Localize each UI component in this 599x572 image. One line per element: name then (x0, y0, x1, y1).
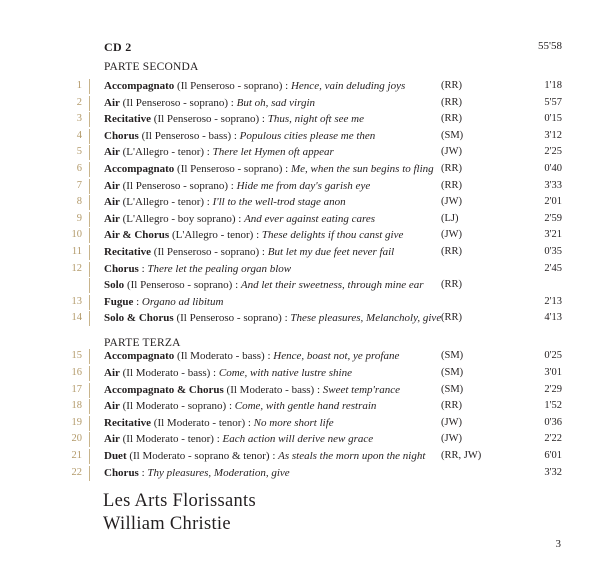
track-row (60, 415, 562, 432)
track-performer-initials: (SM) (441, 350, 464, 362)
cd-title: CD 2 (104, 40, 132, 54)
track-description (104, 294, 223, 311)
track-number: 4 (76, 129, 82, 141)
conductor-name: William Christie (103, 514, 231, 534)
track-row (60, 294, 562, 311)
track-divider (89, 162, 90, 177)
track-description (104, 448, 425, 465)
track-description (104, 78, 405, 95)
track-role: (Il Penseroso - bass) : (138, 129, 240, 142)
track-performer-initials: (SM) (441, 129, 464, 141)
track-row (60, 194, 562, 211)
track-form: Air (104, 433, 120, 446)
track-divider (89, 432, 90, 447)
track-performer-initials: (LJ) (441, 212, 459, 224)
track-duration: 0'36 (544, 416, 562, 428)
track-role: (Il Penseroso - soprano) : (119, 179, 237, 192)
track-description (104, 415, 334, 432)
credits (103, 490, 256, 536)
track-role: (L'Allegro - tenor) : (119, 196, 213, 209)
cd-total-duration: 55'58 (538, 40, 562, 52)
track-divider (89, 311, 90, 326)
track-row (60, 465, 562, 482)
track-duration: 1'18 (544, 80, 562, 91)
cd-header (104, 40, 562, 56)
track-divider (89, 449, 90, 464)
track-form: Air (104, 400, 120, 413)
track-row (60, 178, 562, 195)
track-divider (89, 245, 90, 260)
track-duration: 2'29 (544, 383, 562, 395)
track-duration: 0'15 (544, 113, 562, 125)
track-words: No more short life (253, 416, 334, 429)
track-row (60, 277, 562, 294)
track-role: (Il Moderato - bass) : (223, 383, 323, 396)
track-row (60, 128, 562, 145)
track-number: 16 (71, 367, 82, 378)
track-role: (Il Penseroso - soprano) : (173, 312, 291, 325)
track-divider (89, 416, 90, 431)
track-number: 9 (76, 212, 82, 224)
track-role: (Il Moderato - bass) : (174, 350, 274, 363)
track-number: 10 (71, 229, 82, 241)
track-row (60, 95, 562, 112)
track-performer-initials: (RR) (441, 80, 462, 91)
track-form: Accompagnato (104, 163, 175, 175)
track-duration: 4'13 (544, 312, 562, 324)
track-words: Hence, vain deluding joys (290, 80, 406, 92)
track-form: Duet (104, 450, 127, 462)
track-row (60, 365, 562, 382)
track-role: (L'Allegro - tenor) : (169, 229, 262, 242)
track-role: (Il Moderato - bass) : (119, 367, 219, 379)
track-performer-initials: (RR) (441, 163, 462, 174)
ensemble-name: Les Arts Florissants (103, 491, 256, 511)
track-description (104, 382, 400, 399)
track-form: Recitative (104, 416, 152, 429)
track-number: 12 (71, 262, 82, 274)
track-words: But oh, sad virgin (236, 96, 316, 109)
track-row (60, 431, 562, 448)
track-description (104, 431, 373, 448)
track-role: (Il Moderato - tenor) : (119, 433, 223, 446)
track-duration: 5'57 (544, 96, 562, 108)
track-description (104, 465, 290, 482)
track-number: 2 (76, 96, 82, 108)
track-description (104, 194, 346, 211)
track-form: Air (104, 96, 120, 109)
track-duration: 3'33 (544, 179, 562, 191)
track-words: As steals the morn upon the night (278, 450, 426, 462)
track-row (60, 398, 562, 415)
track-words: And ever against eating cares (244, 212, 376, 225)
track-role: (Il Moderato - soprano & tenor) : (126, 450, 279, 462)
track-duration: 3'12 (544, 129, 562, 141)
track-divider (89, 295, 90, 310)
track-row (60, 382, 562, 399)
track-form: Fugue (104, 295, 134, 308)
track-duration: 3'32 (544, 466, 562, 478)
track-words: But let my due feet never fail (267, 246, 395, 258)
track-description (104, 348, 399, 365)
track-number: 21 (71, 450, 82, 461)
track-row (60, 261, 562, 278)
track-performer-initials: (RR, JW) (441, 450, 482, 461)
track-divider (89, 212, 90, 227)
track-number: 18 (71, 400, 82, 412)
track-form: Air (104, 212, 120, 225)
track-duration: 2'13 (544, 295, 562, 307)
track-performer-initials: (RR) (441, 400, 462, 412)
track-form: Chorus (104, 129, 139, 142)
track-divider (89, 145, 90, 160)
track-duration: 2'45 (544, 262, 562, 274)
track-divider (89, 79, 90, 94)
track-form: Air (104, 146, 120, 159)
track-number: 15 (71, 350, 82, 362)
track-form: Air (104, 196, 120, 209)
track-form: Recitative (104, 246, 152, 258)
track-performer-initials: (RR) (441, 279, 462, 291)
track-role: (Il Penseroso - soprano) : (124, 279, 241, 292)
track-role: (Il Penseroso - soprano) : (151, 113, 268, 126)
track-number: 20 (71, 433, 82, 445)
track-divider (89, 179, 90, 194)
track-duration: 2'22 (544, 433, 562, 445)
track-words: And let their sweetness, through mine ear (240, 279, 424, 292)
track-duration: 0'40 (544, 163, 562, 174)
track-form: Solo (104, 279, 125, 292)
track-number: 6 (76, 163, 82, 174)
track-duration: 0'35 (544, 246, 562, 257)
track-number: 5 (76, 146, 82, 158)
track-number: 17 (71, 383, 82, 395)
track-words: Populous cities please me then (239, 129, 376, 142)
track-divider (89, 129, 90, 144)
track-form: Air (104, 367, 120, 379)
track-words: Hide me from day's garish eye (236, 179, 371, 192)
track-role: (Il Penseroso - soprano) : (151, 246, 268, 258)
track-performer-initials: (RR) (441, 96, 462, 108)
part-heading-terza: PARTE TERZA (104, 337, 181, 349)
track-number: 14 (71, 312, 82, 324)
track-words: Thy pleasures, Moderation, give (147, 466, 290, 479)
track-description (104, 365, 352, 382)
track-form: Solo & Chorus (104, 312, 174, 325)
track-role: (L'Allegro - boy soprano) : (119, 212, 245, 225)
track-number: 8 (76, 196, 82, 208)
page-number: 3 (555, 538, 561, 550)
track-performer-initials: (RR) (441, 113, 462, 125)
track-role: (Il Penseroso - soprano) : (174, 80, 291, 92)
track-role: : (138, 262, 148, 275)
track-role: (Il Penseroso - soprano) : (119, 96, 237, 109)
track-row (60, 144, 562, 161)
track-description (104, 144, 334, 161)
track-words: Me, when the sun begins to fling (290, 163, 434, 175)
track-description (104, 227, 403, 244)
track-divider (89, 228, 90, 243)
track-number: 1 (76, 80, 82, 91)
track-row (60, 78, 562, 95)
track-divider (89, 195, 90, 210)
track-duration: 3'01 (544, 367, 562, 378)
track-divider (89, 399, 90, 414)
track-words: Hence, boast not, ye profane (273, 350, 400, 363)
track-description (104, 398, 376, 415)
track-performer-initials: (JW) (441, 229, 462, 241)
track-duration: 2'59 (544, 212, 562, 224)
track-role: : (138, 466, 148, 479)
track-description (104, 111, 364, 128)
track-words: Each action will derive new grace (222, 433, 374, 446)
track-role: (Il Moderato - soprano) : (119, 400, 235, 413)
track-description (104, 310, 441, 327)
part-heading-seconda: PARTE SECONDA (104, 61, 199, 73)
track-form: Air (104, 179, 120, 192)
track-row (60, 211, 562, 228)
track-form: Recitative (104, 113, 152, 126)
track-form: Chorus (104, 466, 139, 479)
track-words: There let Hymen oft appear (212, 146, 334, 159)
track-description (104, 261, 291, 278)
track-row (60, 161, 562, 178)
track-divider (89, 383, 90, 398)
track-description (104, 95, 315, 112)
track-description (104, 277, 424, 294)
track-form: Accompagnato (104, 350, 175, 363)
track-divider (89, 112, 90, 127)
track-description (104, 211, 375, 228)
track-role: (L'Allegro - tenor) : (119, 146, 213, 159)
track-words: Thus, night oft see me (267, 113, 364, 126)
track-form: Accompagnato & Chorus (104, 383, 224, 396)
track-number: 7 (76, 179, 82, 191)
track-role: (Il Moderato - tenor) : (151, 416, 254, 429)
track-performer-initials: (RR) (441, 179, 462, 191)
track-words: Organo ad libitum (141, 295, 224, 308)
track-description (104, 244, 394, 261)
track-performer-initials: (RR) (441, 246, 462, 257)
track-description (104, 161, 434, 178)
track-performer-initials: (JW) (441, 433, 462, 445)
track-number: 11 (71, 246, 82, 257)
track-form: Chorus (104, 262, 139, 275)
track-performer-initials: (JW) (441, 416, 462, 428)
track-duration: 0'25 (544, 350, 562, 362)
track-row (60, 111, 562, 128)
track-duration: 2'01 (544, 196, 562, 208)
track-duration: 3'21 (544, 229, 562, 241)
track-words: These pleasures, Melancholy, give (290, 312, 442, 325)
track-duration: 2'25 (544, 146, 562, 158)
track-divider (89, 96, 90, 111)
track-divider (89, 262, 90, 277)
track-number: 3 (76, 113, 82, 125)
track-row (60, 227, 562, 244)
track-role: (Il Penseroso - soprano) : (174, 163, 291, 175)
track-row (60, 244, 562, 261)
track-divider (89, 466, 90, 481)
track-description (104, 128, 375, 145)
track-performer-initials: (SM) (441, 383, 464, 395)
track-words: Come, with native lustre shine (218, 367, 352, 379)
track-description (104, 178, 370, 195)
track-performer-initials: (SM) (441, 367, 464, 378)
track-row (60, 348, 562, 365)
track-words: There let the pealing organ blow (147, 262, 292, 275)
track-performer-initials: (JW) (441, 196, 462, 208)
track-form: Air & Chorus (104, 229, 170, 242)
track-row (60, 448, 562, 465)
track-words: Sweet temp'rance (322, 383, 400, 396)
track-words: These delights if thou canst give (261, 229, 404, 242)
track-duration: 1'52 (544, 400, 562, 412)
track-duration: 6'01 (544, 450, 562, 461)
track-role: : (133, 295, 142, 308)
track-number: 13 (71, 295, 82, 307)
track-performer-initials: (RR) (441, 312, 462, 324)
track-divider (89, 278, 90, 293)
track-words: Come, with gentle hand restrain (234, 400, 377, 413)
track-number: 22 (71, 466, 82, 478)
track-row (60, 310, 562, 327)
track-divider (89, 366, 90, 381)
track-performer-initials: (JW) (441, 146, 462, 158)
track-words: I'll to the well-trod stage anon (212, 196, 346, 209)
track-divider (89, 349, 90, 364)
track-form: Accompagnato (104, 80, 175, 92)
track-number: 19 (71, 416, 82, 428)
